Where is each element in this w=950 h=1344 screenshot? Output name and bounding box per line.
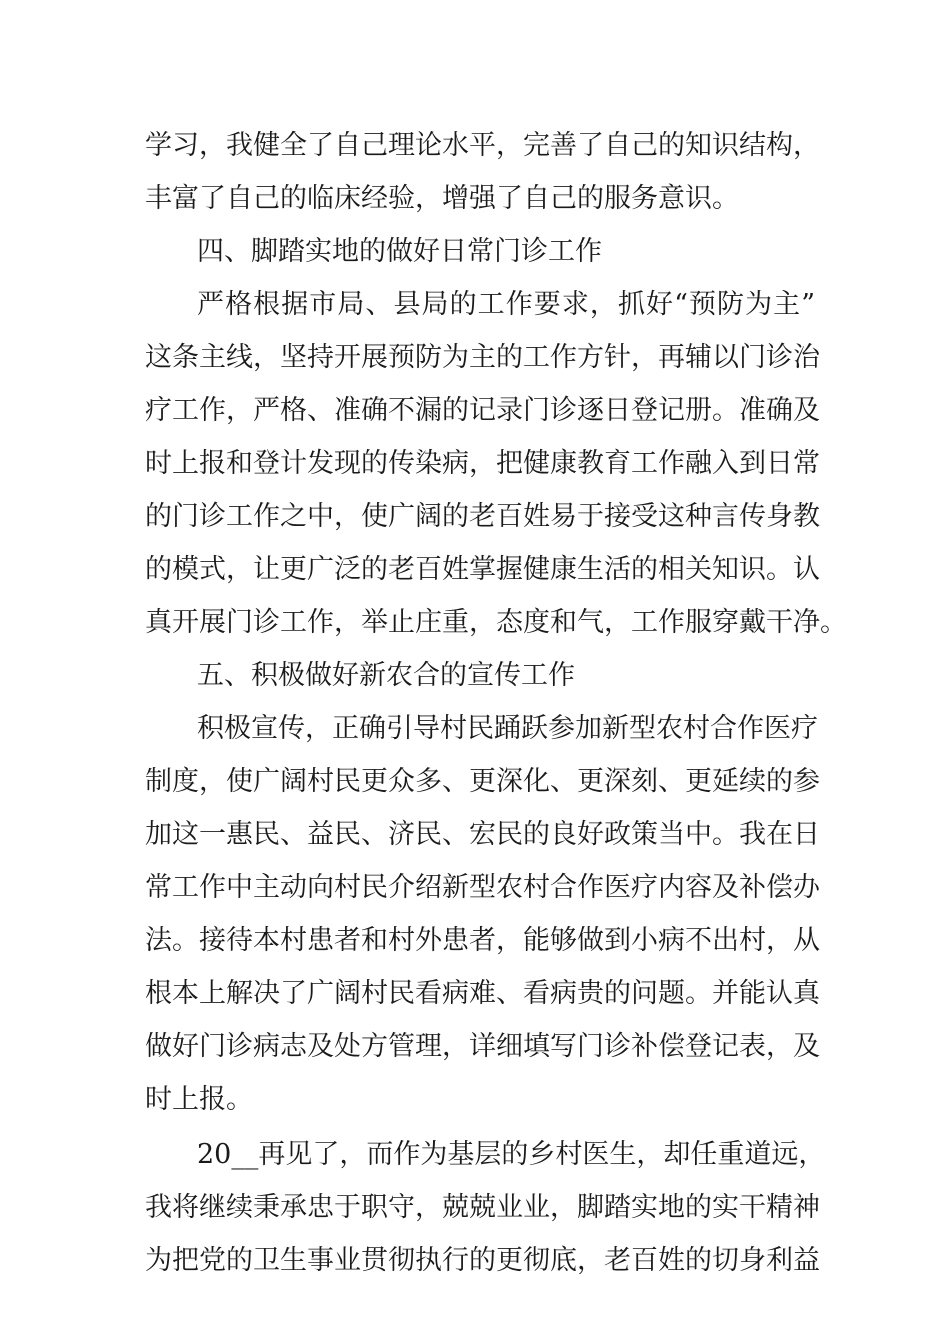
text-line: 法。接待本村患者和村外患者，能够做到小病不出村，从 <box>145 925 820 956</box>
text-line: 的门诊工作之中，使广阔的老百姓易于接受这种言传身教 <box>145 501 820 532</box>
text-line: 做好门诊病志及处方管理，详细填写门诊补偿登记表，及 <box>145 1031 820 1062</box>
text-line: 为把党的卫生事业贯彻执行的更彻底，老百姓的切身利益 <box>145 1245 820 1276</box>
text-line: 制度，使广阔村民更众多、更深化、更深刻、更延续的参 <box>145 766 820 797</box>
text-line: 严格根据市局、县局的工作要求，抓好“预防为主” <box>197 289 815 320</box>
text-line: 20__再见了，而作为基层的乡村医生，却任重道远， <box>197 1139 826 1170</box>
text-line: 积极宣传，正确引导村民踊跃参加新型农村合作医疗 <box>197 713 818 744</box>
text-line: 丰富了自己的临床经验，增强了自己的服务意识。 <box>145 183 739 214</box>
text-line: 真开展门诊工作，举止庄重，态度和气，工作服穿戴干净。 <box>145 607 847 638</box>
text-line: 加这一惠民、益民、济民、宏民的良好政策当中。我在日 <box>145 819 820 850</box>
text-line: 学习，我健全了自己理论水平，完善了自己的知识结构， <box>145 130 820 161</box>
text-line: 根本上解决了广阔村民看病难、看病贵的问题。并能认真 <box>145 978 820 1009</box>
section-heading: 五、积极做好新农合的宣传工作 <box>197 660 575 691</box>
text-line: 疗工作，严格、准确不漏的记录门诊逐日登记册。准确及 <box>145 395 820 426</box>
text-line: 这条主线，坚持开展预防为主的工作方针，再辅以门诊治 <box>145 342 820 373</box>
text-line: 时上报。 <box>145 1084 253 1115</box>
text-line: 常工作中主动向村民介绍新型农村合作医疗内容及补偿办 <box>145 872 820 903</box>
text-line: 我将继续秉承忠于职守，兢兢业业，脚踏实地的实干精神 <box>145 1192 820 1223</box>
section-heading: 四、脚踏实地的做好日常门诊工作 <box>197 236 602 267</box>
text-line: 的模式，让更广泛的老百姓掌握健康生活的相关知识。认 <box>145 554 820 585</box>
text-line: 时上报和登计发现的传染病，把健康教育工作融入到日常 <box>145 448 820 479</box>
